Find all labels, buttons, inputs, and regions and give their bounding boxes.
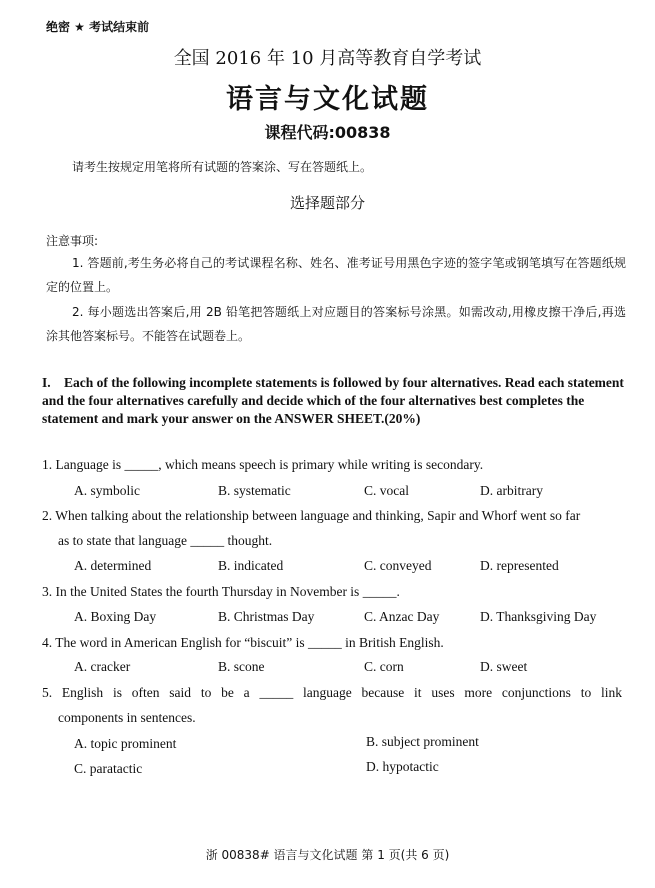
q4-option-a: A. cracker bbox=[74, 659, 131, 674]
q3-option-b: B. Christmas Day bbox=[218, 609, 315, 624]
q2-option-c: C. conveyed bbox=[364, 558, 432, 573]
q3-option-d: D. Thanksgiving Day bbox=[480, 609, 597, 624]
q5-option-b: B. subject prominent bbox=[366, 734, 479, 749]
q1-option-c: C. vocal bbox=[364, 483, 409, 498]
note-item-2: 2. 每小题选出答案后,用 2B 铅笔把答题纸上对应题目的答案标号涂黑。如需改动,用橡皮擦干净后,再选涂其他答案标号。不能答在试题卷上。 bbox=[46, 305, 626, 343]
question-2-stem: 2. When talking about the relationship between language and thinking, Sapir and Whorf went so far bbox=[42, 508, 581, 523]
q2-option-b: B. indicated bbox=[218, 558, 284, 573]
answer-instruction: 请考生按规定用笔将所有试题的答案涂、写在答题纸上。 bbox=[72, 160, 373, 174]
part-number: I. bbox=[42, 375, 51, 390]
note-item-1: 1. 答题前,考生务必将自己的考试课程名称、姓名、准考证号用黑色字迹的签字笔或钢笔填写在答题纸规定的位置上。 bbox=[46, 256, 626, 294]
secret-mark: 绝密 ★ 考试结束前 bbox=[46, 20, 150, 34]
q3-option-c: C. Anzac Day bbox=[364, 609, 440, 624]
question-3-stem: 3. In the United States the fourth Thursday in November is _____. bbox=[42, 584, 400, 599]
part-1-instruction bbox=[42, 374, 624, 428]
q4-option-c: C. corn bbox=[364, 659, 404, 674]
question-1-stem: 1. Language is _____, which means speech is primary while writing is secondary. bbox=[42, 457, 484, 472]
question-4-stem: 4. The word in American English for “biscuit” is _____ in British English. bbox=[42, 635, 444, 650]
question-5-stem: 5. English is often said to be a _____ language because it uses more conjunctions to link bbox=[42, 685, 622, 700]
q5-option-d: D. hypotactic bbox=[366, 759, 439, 774]
q2-option-a: A. determined bbox=[74, 558, 152, 573]
exam-title: 全国 2016 年 10 月高等教育自学考试 bbox=[173, 48, 482, 69]
question-2-stem-cont: as to state that language _____ thought. bbox=[58, 533, 273, 548]
q4-option-d: D. sweet bbox=[480, 659, 528, 674]
subject-title: 语言与文化试题 bbox=[226, 84, 429, 115]
q1-option-a: A. symbolic bbox=[74, 483, 140, 498]
q1-option-b: B. systematic bbox=[218, 483, 291, 498]
q3-option-a: A. Boxing Day bbox=[74, 609, 157, 624]
section-title: 选择题部分 bbox=[289, 194, 365, 212]
q5-option-a: A. topic prominent bbox=[74, 736, 177, 751]
question-5-stem-cont: components in sentences. bbox=[58, 710, 196, 725]
page-footer: 浙 00838# 语言与文化试题 第 1 页(共 6 页) bbox=[205, 848, 450, 862]
course-code: 课程代码:00838 bbox=[264, 123, 391, 142]
notes-title: 注意事项: bbox=[46, 234, 99, 248]
q5-option-c: C. paratactic bbox=[74, 761, 143, 776]
q2-option-d: D. represented bbox=[480, 558, 559, 573]
part-instruction-text: Each of the following incomplete statements is followed by four alternatives. Read each statement and the four alternatives carefully and decide which of the four alternatives best completes the statement and mark your answer on the ANSWER SHEET.(20%) bbox=[42, 375, 624, 426]
q4-option-b: B. scone bbox=[218, 659, 265, 674]
q1-option-d: D. arbitrary bbox=[480, 483, 543, 498]
